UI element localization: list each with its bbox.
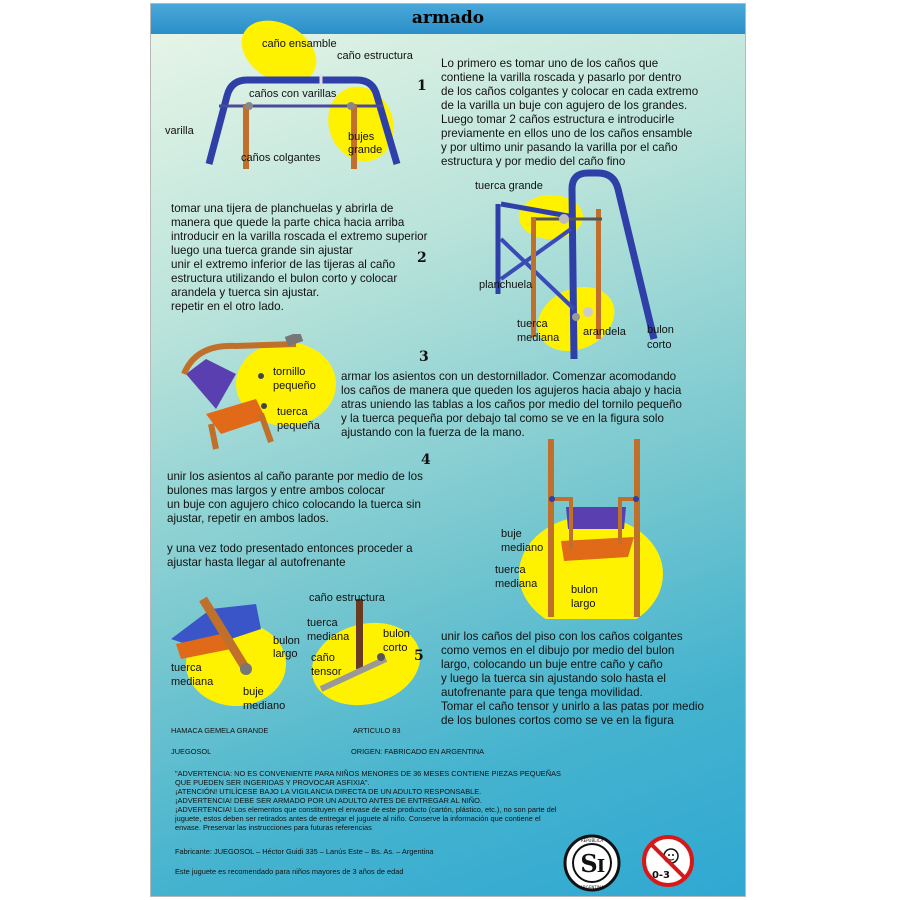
label-cano-5: caño xyxy=(311,652,335,664)
label-bulon-2: bulon xyxy=(647,324,674,336)
seal-roman: I xyxy=(596,856,606,877)
label-tuerca-3: tuerca xyxy=(277,406,308,418)
label-corto-2: corto xyxy=(647,339,672,351)
step-number-2: 2 xyxy=(417,250,427,266)
label-cano-ensamble: caño ensamble xyxy=(262,38,337,50)
label-pequena: pequeña xyxy=(277,420,320,432)
seal-letter: S xyxy=(580,849,598,878)
label-varilla: varilla xyxy=(165,125,194,137)
label-bulon-corto-5a: bulon xyxy=(383,628,410,640)
label-bulon-largo-5a: bulon xyxy=(273,635,300,647)
warnings-block: "ADVERTENCIA: NO ES CONVENIENTE PARA NIÑOS MENORES DE 36 MESES CONTIENE PIEZAS PEQUEÑAS QUE PUEDEN SER INGERIDAS Y PROVOCAR ASFIXIA". ¡ATENCIÓN! UTILÍCESE BAJO LA VIGILANCIA DIRECTA DE UN ADULTO RESPONSABLE. ¡ADVERTENCIA! DEBE SER ARMADO POR UN ADULTO ANTES DE ENTREGAR AL NIÑO. ¡ADVERTENCIA! Los elementos que constituyen el envase de este producto (cartón, plástico, etc.), no son parte del juguete, estos deben ser retirados antes de entregar el juguete al niño. Conserve la información que contiene el envase. Preservar las instrucciones para futuras referencias xyxy=(175,769,561,832)
label-canos-colgantes: caños colgantes xyxy=(241,152,321,164)
step5-text: unir los caños del piso con los caños colgantes como vemos en el dibujo por medio del bulon largo, colocando un buje entre caño y caño y luego la tuerca sin ajustando solo hasta el autofrenante para que tenga movilidad. Tomar el caño tensor y unirlo a las patas por medio de los bulones cortos como se ve en la figura xyxy=(441,630,704,727)
label-grande: grande xyxy=(348,144,383,156)
label-mediana-top-5: mediana xyxy=(307,631,350,643)
seal-ring-bottom: ARGENTINA xyxy=(580,885,604,890)
age-badge-text: 0-3 xyxy=(651,870,671,881)
product-brand: JUEGOSOL xyxy=(171,747,212,756)
label-arandela: arandela xyxy=(583,326,626,338)
label-tuerca-2: tuerca xyxy=(517,318,548,330)
step3-text: armar los asientos con un destornillador. Comenzar acomodando los caños de manera que queden los agujeros hacia abajo y hacia atras uniendo las tablas a los caños por medio del tornilo pequeño y la tuerca pequeña por debajo tal como se ve en la figura solo ajustando con la fuerza de la mano. xyxy=(341,370,682,439)
manufacturer-info: Fabricante: JUEGOSOL – Héctor Guidi 335 – Lanús Este – Bs. As. – Argentina xyxy=(175,847,434,856)
product-name: HAMACA GEMELA GRANDE xyxy=(171,726,269,735)
age-recommendation: Este juguete es recomendado para niños mayores de 3 años de edad xyxy=(175,867,404,876)
product-origin: ORIGEN: FABRICADO EN ARGENTINA xyxy=(351,747,485,756)
seal-ring-top: REPUBLICA xyxy=(580,838,604,843)
label-tuerca-left-5: tuerca xyxy=(171,662,202,674)
label-buje-4: buje xyxy=(501,528,522,540)
label-mediano-4: mediano xyxy=(501,542,544,554)
label-mediana-4: mediana xyxy=(495,578,538,590)
label-largo-4: largo xyxy=(571,598,596,610)
step-number-1: 1 xyxy=(417,78,427,94)
label-tuerca-top-5: tuerca xyxy=(307,617,338,629)
step4-text-adjust: y una vez todo presentado entonces proceder a ajustar hasta llegar al autofrenante xyxy=(167,542,413,569)
label-cano-estructura: caño estructura xyxy=(337,50,413,62)
safety-seal-icon xyxy=(563,834,621,892)
label-tuerca-grande: tuerca grande xyxy=(475,180,543,192)
step-number-4: 4 xyxy=(421,452,431,468)
label-mediano-5: mediano xyxy=(243,700,286,712)
label-buje-5: buje xyxy=(243,686,264,698)
label-planchuela: planchuela xyxy=(479,279,533,291)
page-title: armado xyxy=(411,8,485,28)
step3-illustration xyxy=(176,334,336,454)
step-number-5: 5 xyxy=(414,648,424,664)
step2-illustration xyxy=(476,169,676,359)
label-bulon-corto-5b: corto xyxy=(383,642,408,654)
label-bujes: bujes xyxy=(348,131,375,143)
label-pequeno: pequeño xyxy=(273,380,316,392)
step1-text: Lo primero es tomar uno de los caños que contiene la varilla roscada y pasarlo por dentro de los caños colgantes y colocar en cada extremo de la varilla un buje con agujero de los grandes. Luego tomar 2 caños estructura e introducirle previamente en ellos uno de los caños ensamble y por ultimo unir pasando la varilla por el caño estructura y por medio del caño fino xyxy=(441,57,699,168)
step4-text: unir los asientos al caño parante por medio de los bulones mas largos y entre ambos colocar un buje con agujero chico colocando la tuerca sin ajustar, repetir en ambos lados. xyxy=(167,470,423,525)
instruction-sheet xyxy=(150,3,746,897)
label-canos-con-varillas: caños con varillas xyxy=(249,88,337,100)
label-tuerca-4: tuerca xyxy=(495,564,526,576)
label-mediana-left-5: mediana xyxy=(171,676,214,688)
step-number-3: 3 xyxy=(419,349,429,365)
label-cano-estructura-5: caño estructura xyxy=(309,592,385,604)
label-bulon-4: bulon xyxy=(571,584,598,596)
label-mediana-2: mediana xyxy=(517,332,560,344)
no-under-3-icon xyxy=(641,834,695,888)
product-article: ARTICULO 83 xyxy=(353,726,401,735)
label-tensor-5: tensor xyxy=(311,666,342,678)
label-bulon-largo-5b: largo xyxy=(273,648,298,660)
label-tornillo: tornillo xyxy=(273,366,306,378)
step2-text: tomar una tijera de planchuelas y abrirla de manera que quede la parte chica hacia arriba introducir en la varilla roscada el extremo superior luego una tuerca grande sin ajustar unir el extremo inferior de las tijeras al caño estructura utilizando el bulon corto y colocar arandela y tuerca sin ajustar. repetir en el otro lado. xyxy=(171,202,428,313)
